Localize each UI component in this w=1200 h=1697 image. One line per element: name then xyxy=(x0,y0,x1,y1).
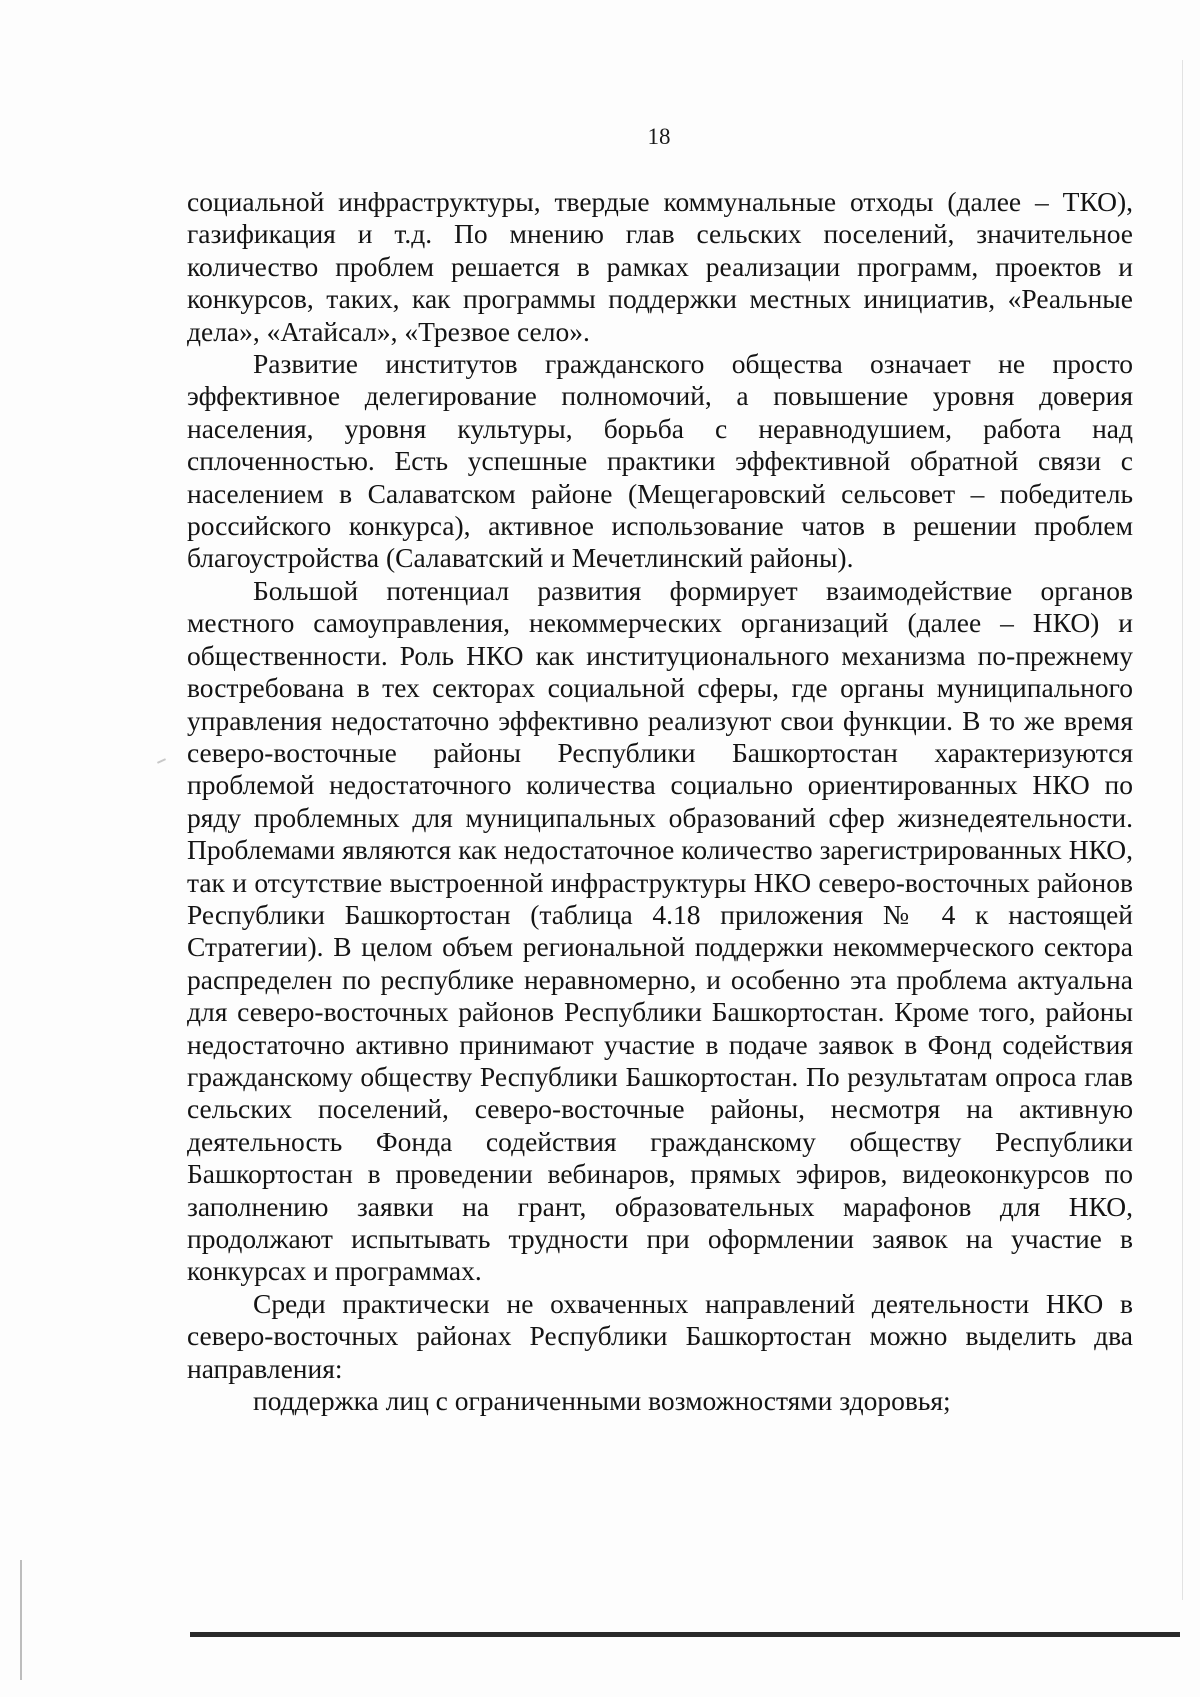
scan-border-right xyxy=(1182,60,1183,1600)
document-body xyxy=(187,186,1133,1417)
paragraph-nko-potential: Большой потенциал развития формирует взаимодействие органов местного самоуправления, некоммерческих организаций (далее – НКО) и общественности. Роль НКО как институционального механизма по-прежнему востребована в тех секторах социальной сферы, где органы муниципального управления недостаточно эффективно реализуют свои функции. В то же время северо-восточные районы Республики Башкортостан характеризуются проблемой недостаточного количества социально ориентированных НКО по ряду проблемных для муниципальных образований сфер жизнедеятельности. Проблемами являются как недостаточное количество зарегистрированных НКО, так и отсутствие выстроенной инфраструктуры НКО северо-восточных районов Республики Башкортостан (таблица 4.18 приложения № 4 к настоящей Стратегии). В целом объем региональной поддержки некоммерческого сектора распределен по республике неравномерно, и особенно эта проблема актуальна для северо-восточных районов Республики Башкортостан. Кроме того, районы недостаточно активно принимают участие в подаче заявок в Фонд содействия гражданскому обществу Республики Башкортостан. По результатам опроса глав сельских поселений, северо-восточные районы, несмотря на активную деятельность Фонда содействия гражданскому обществу Республики Башкортостан в проведении вебинаров, прямых эфиров, видеоконкурсов по заполнению заявки на грант, образовательных марафонов для НКО, продолжают испытывать трудности при оформлении заявок на участие в конкурсах и программах. xyxy=(187,574,1133,1287)
scan-border-left xyxy=(20,1560,22,1680)
list-item-disabled-support: поддержка лиц с ограниченными возможностями здоровья; xyxy=(253,1385,951,1417)
scan-artifact-mark xyxy=(157,758,166,764)
paragraph-civil-society: Развитие институтов гражданского общества означает не просто эффективное делегирование полномочий, а повышение уровня доверия населения, уровня культуры, борьба с неравнодушием, работа над сплоченностью. Есть успешные практики эффективной обратной связи с населением в Салаватском районе (Мещегаровский сельсовет – победитель российского конкурса), активное использование чатов в решении проблем благоустройства (Салаватский и Мечетлинский районы). xyxy=(187,348,1133,574)
paragraph-infrastructure: социальной инфраструктуры, твердые коммунальные отходы (далее – ТКО), газификация и т.д. По мнению глав сельских поселений, значительное количество проблем решается в рамках реализации программ, проектов и конкурсов, таких, как программы поддержки местных инициатив, «Реальные дела», «Атайсал», «Трезвое село». xyxy=(187,186,1133,347)
paragraph-uncovered-directions: Среди практически не охваченных направлений деятельности НКО в северо-восточных районах Республики Башкортостан можно выделить два направления: xyxy=(187,1287,1133,1384)
page-number: 18 xyxy=(647,124,671,149)
scan-border-bottom xyxy=(190,1632,1180,1637)
